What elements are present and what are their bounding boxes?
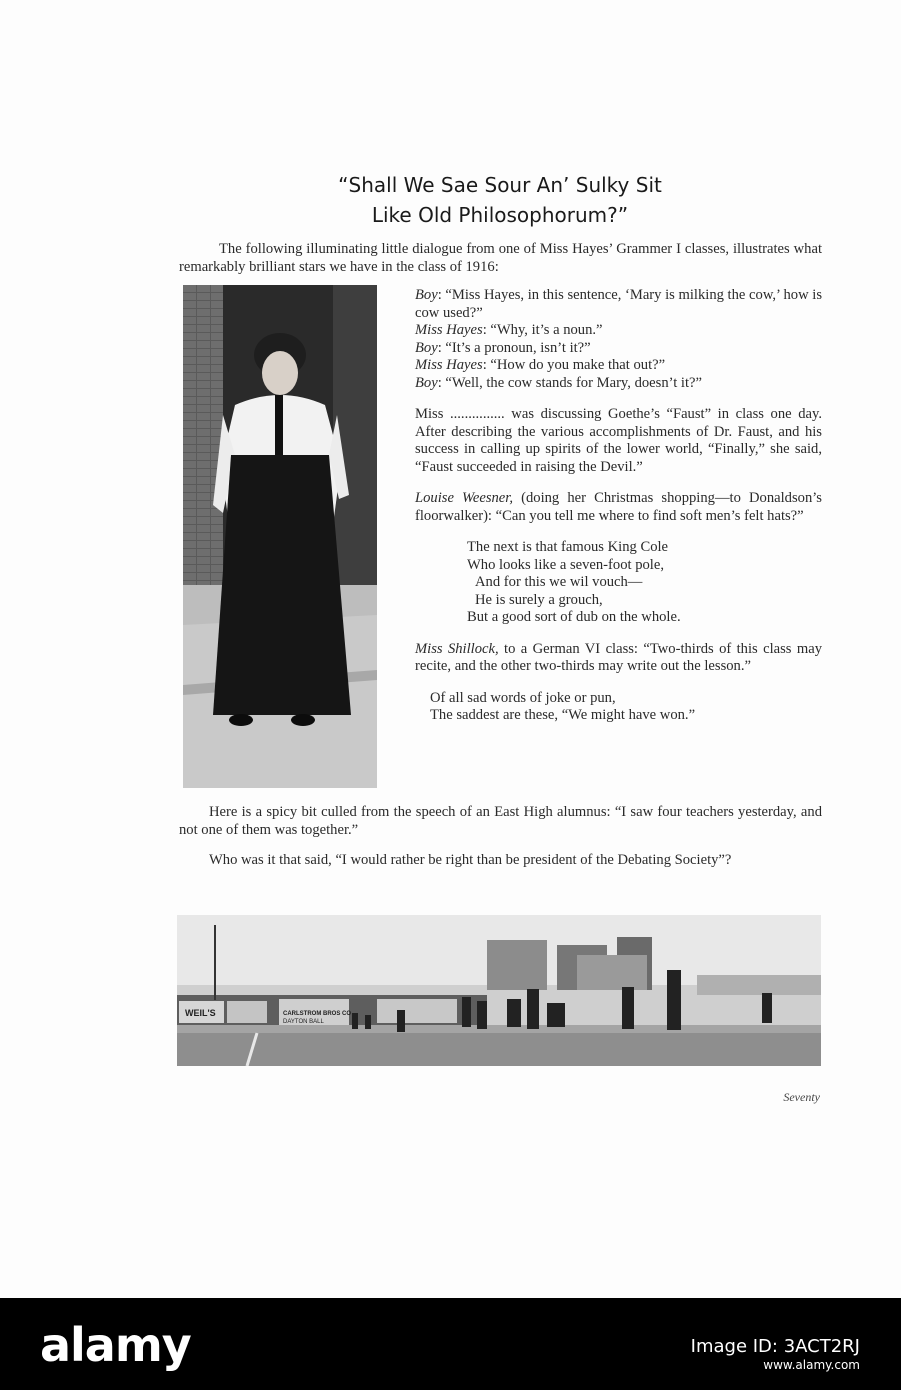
alamy-logo: alamy bbox=[40, 1318, 191, 1372]
football-field-photo bbox=[177, 915, 821, 1066]
faust-paragraph: Miss ............... was discussing Goethe’s “Faust” in class one day. After describing the various accomplishments of Dr. Faust, and his success in calling up spirits of the lower world, “Finally,” she said, “Faust succeeded in raising the Devil.” bbox=[415, 406, 822, 475]
poem-line: He is surely a grouch, bbox=[475, 591, 603, 608]
dialogue-line: Boy: “It’s a pronoun, isn’t it?” bbox=[415, 339, 591, 356]
image-id-label: Image ID: 3ACT2RJ bbox=[690, 1336, 860, 1357]
stock-url-label: www.alamy.com bbox=[763, 1358, 860, 1372]
alumnus-paragraph: Here is a spicy bit culled from the speech of an East High alumnus: “I saw four teachers yesterday, and not one of them was together.” bbox=[179, 804, 822, 838]
poem-line: But a good sort of dub on the whole. bbox=[467, 609, 681, 625]
intro-paragraph: The following illuminating little dialogue from one of Miss Hayes’ Grammer I classes, illustrates what remarkably brilliant stars we have in the class of 1916: bbox=[179, 241, 822, 275]
billboard-weils: WEIL'S bbox=[185, 1008, 216, 1018]
shillock-paragraph: Miss Shillock, to a German VI class: “Two-thirds of this class may recite, and the other two-thirds may write out the lesson.” bbox=[415, 640, 822, 674]
title-line-2: Like Old Philosophorum?” bbox=[371, 203, 629, 227]
poem-line: Who looks like a seven-foot pole, bbox=[467, 556, 664, 573]
title-line-1: “Shall We Sae Sour An’ Sulky Sit bbox=[338, 173, 662, 197]
debate-paragraph: Who was it that said, “I would rather be right than be president of the Debating Society”? bbox=[209, 852, 732, 868]
billboard-carlstrom: CARLSTROM BROS CO bbox=[283, 1011, 351, 1017]
dialogue-line: Boy: “Miss Hayes, in this sentence, ‘Mary is milking the cow,’ how is cow used?” bbox=[415, 287, 823, 321]
weesner-paragraph: Louise Weesner, (doing her Christmas shopping—to Donaldson’s floorwalker): “Can you tell me where to find soft men’s felt hats?” bbox=[415, 490, 822, 524]
dialogue-line: Miss Hayes: “Why, it’s a noun.” bbox=[415, 322, 603, 338]
couplet-line: The saddest are these, “We might have won.” bbox=[430, 707, 696, 723]
portrait-illustration bbox=[183, 285, 377, 788]
couplet-line: Of all sad words of joke or pun, bbox=[430, 689, 616, 706]
billboard-dayton: DAYTON BALL bbox=[283, 1019, 324, 1025]
right-text-column bbox=[395, 287, 822, 725]
dialogue-line: Miss Hayes: “How do you make that out?” bbox=[415, 357, 666, 373]
poem-line: The next is that famous King Cole bbox=[467, 539, 669, 555]
dialogue-line: Boy: “Well, the cow stands for Mary, doesn’t it?” bbox=[415, 374, 702, 391]
teacher-portrait-photo bbox=[183, 285, 377, 788]
page-title bbox=[180, 170, 820, 230]
page-number: Seventy bbox=[783, 1090, 820, 1104]
poem-line: And for this we wil vouch— bbox=[475, 574, 643, 590]
couplet bbox=[395, 690, 822, 725]
king-cole-poem bbox=[395, 539, 822, 627]
field-illustration bbox=[177, 915, 821, 1066]
